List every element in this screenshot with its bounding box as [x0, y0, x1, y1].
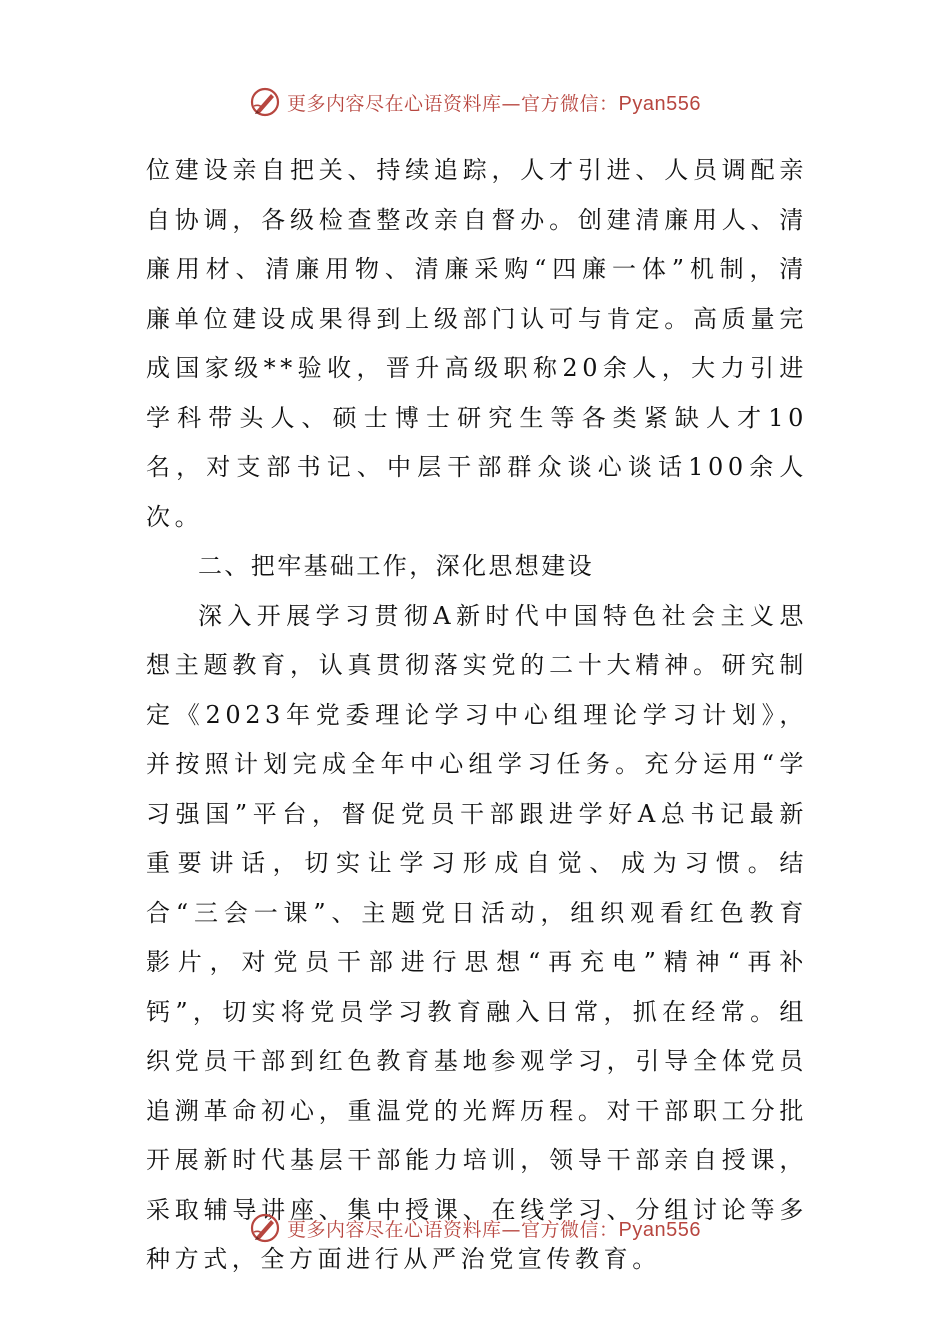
watermark-wechat-id: Pyan556	[618, 92, 701, 115]
watermark-text	[287, 89, 701, 116]
section-heading-2: 二、把牢基础工作，深化思想建设	[198, 552, 594, 580]
pen-logo-icon	[249, 1212, 281, 1244]
document-body	[146, 146, 808, 1285]
watermark-group	[249, 86, 701, 118]
watermark-label: 更多内容尽在心语资料库—官方微信：	[287, 92, 619, 115]
paragraph-2: 深入开展学习贯彻A新时代中国特色社会主义思想主题教育，认真贯彻落实党的二十大精神。研究制定《2023年党委理论学习中心组理论学习计划》，并按照计划完成全年中心组学习任务。充分运用“学习强国”平台，督促党员干部跟进学好A总书记最新重要讲话，切实让学习形成自觉、成为习惯。结合“三会一课”、主题党日活动，组织观看红色教育影片，对党员干部进行思想“再充电”精神“再补钙”，切实将党员学习教育融入日常，抓在经常。组织党员干部到红色教育基地参观学习，引导全体党员追溯革命初心，重温党的光辉历程。对干部职工分批开展新时代基层干部能力培训，领导干部亲自授课，采取辅导讲座、集中授课、在线学习、分组讨论等多种方式，全方面进行从严治党宣传教育。	[146, 601, 808, 1273]
paragraph-1: 位建设亲自把关、持续追踪，人才引进、人员调配亲自协调，各级检查整改亲自督办。创建清廉用人、清廉用材、清廉用物、清廉采购“四廉一体”机制，清廉单位建设成果得到上级部门认可与肯定。高质量完成国家级**验收，晋升高级职称20余人，大力引进学科带头人、硕士博士研究生等各类紧缺人才10名，对支部书记、中层干部群众谈心谈话100余人次。	[146, 156, 808, 531]
watermark-wechat-id: Pyan556	[618, 1218, 701, 1241]
watermark-group	[249, 1212, 701, 1244]
pen-logo-icon	[249, 86, 281, 118]
watermark-text	[287, 1215, 701, 1242]
watermark-footer	[0, 1208, 950, 1248]
watermark-header	[0, 82, 950, 122]
watermark-label: 更多内容尽在心语资料库—官方微信：	[287, 1218, 619, 1241]
